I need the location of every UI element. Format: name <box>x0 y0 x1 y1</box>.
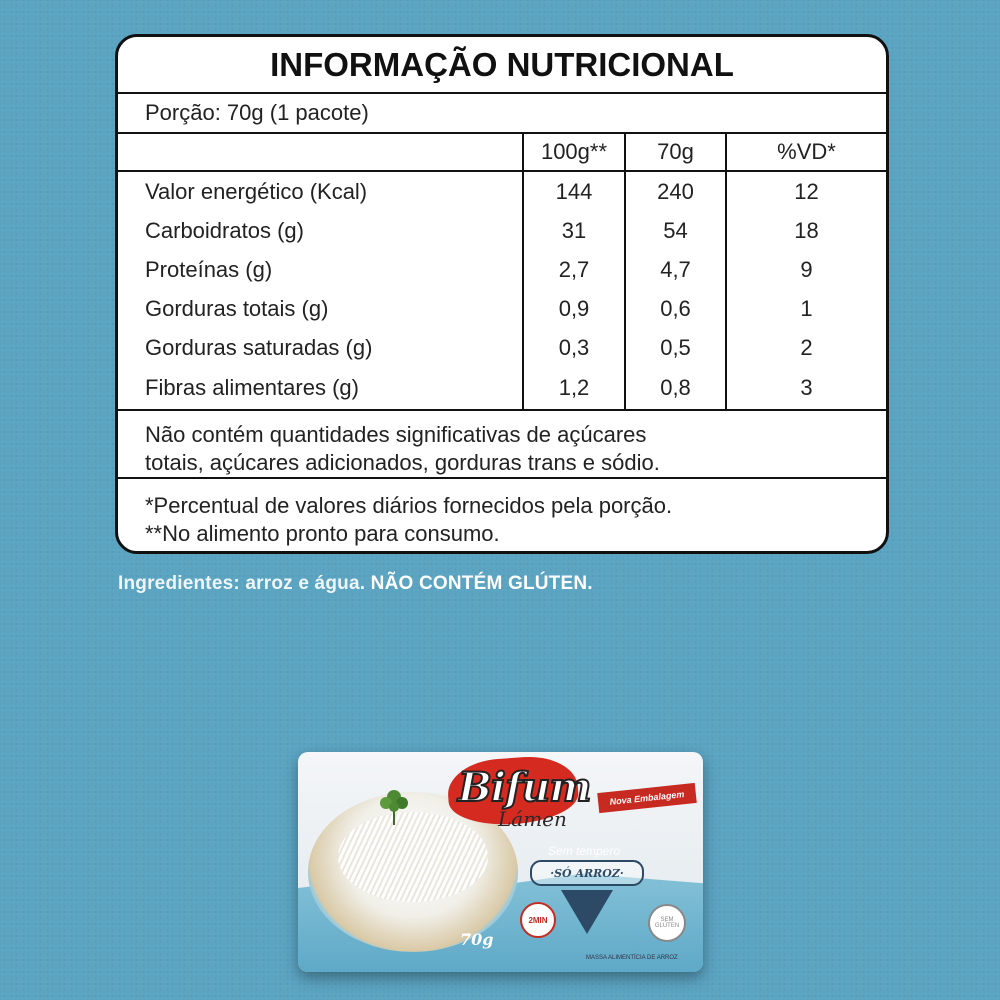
value-100g: 1,2 <box>523 367 625 409</box>
disclaimer-line: totais, açúcares adicionados, gorduras trans e sódio. <box>145 450 660 475</box>
table-row <box>118 328 886 367</box>
column-header-100g: 100g** <box>523 134 625 171</box>
value-70g: 0,5 <box>625 328 726 367</box>
flavor-line: Sem tempero <box>548 844 621 858</box>
footnotes <box>118 477 886 547</box>
time-badge: 2MIN <box>520 902 556 938</box>
value-100g: 2,7 <box>523 250 625 289</box>
product-package-image <box>298 752 703 972</box>
nutrition-facts-panel <box>115 34 889 554</box>
header-empty-cell <box>118 134 523 171</box>
value-vd: 2 <box>800 334 813 360</box>
table-row <box>118 171 886 211</box>
value-100g: 31 <box>523 211 625 250</box>
ingredients-line <box>118 573 593 595</box>
table-row <box>118 211 886 250</box>
nutrient-name: Valor energético (Kcal) <box>118 171 523 211</box>
value-100g: 0,9 <box>523 289 625 328</box>
sub-brand: Lámen <box>498 807 567 831</box>
value-70g: 0,6 <box>625 289 726 328</box>
column-header-70g: 70g <box>625 134 726 171</box>
brand-logo: Bifum <box>458 764 591 811</box>
ingredients-text: Ingredientes: arroz e água. <box>118 573 366 594</box>
nutrient-name: Gorduras totais (g) <box>118 289 523 328</box>
nutrition-table <box>118 134 886 409</box>
nutrient-name: Carboidratos (g) <box>118 211 523 250</box>
column-header-vd: %VD* <box>726 134 886 171</box>
parsley-icon <box>374 787 414 827</box>
value-70g: 240 <box>625 171 726 211</box>
product-type: MASSA ALIMENTÍCIA DE ARROZ <box>586 955 678 961</box>
value-70g: 4,7 <box>625 250 726 289</box>
panel-title: INFORMAÇÃO NUTRICIONAL <box>118 37 886 94</box>
table-header-row <box>118 134 886 171</box>
flavor-badge: ·SÓ ARROZ· <box>530 860 644 886</box>
wheat-triangle-icon <box>561 890 613 934</box>
value-vd: 1 <box>800 295 813 321</box>
footnote-line: **No alimento pronto para consumo. <box>145 521 500 546</box>
gluten-free-badge: SEM GLÚTEN <box>648 904 686 942</box>
value-vd: 12 <box>794 178 819 204</box>
nutrient-name: Fibras alimentares (g) <box>118 367 523 409</box>
value-100g: 0,3 <box>523 328 625 367</box>
table-row <box>118 367 886 409</box>
package-weight: 70g <box>460 930 494 949</box>
nutrition-disclaimer <box>118 409 886 477</box>
value-vd: 3 <box>800 375 813 400</box>
disclaimer-line: Não contém quantidades significativas de açúcares <box>145 422 647 447</box>
value-100g: 144 <box>523 171 625 211</box>
table-row <box>118 250 886 289</box>
nutrient-name: Proteínas (g) <box>118 250 523 289</box>
value-vd: 18 <box>794 217 819 243</box>
value-vd: 9 <box>800 256 813 282</box>
portion-size: Porção: 70g (1 pacote) <box>118 94 886 134</box>
gluten-warning: NÃO CONTÉM GLÚTEN. <box>370 573 593 594</box>
nutrient-name: Gorduras saturadas (g) <box>118 328 523 367</box>
value-70g: 54 <box>625 211 726 250</box>
new-packaging-ribbon: Nova Embalagem <box>597 783 697 813</box>
footnote-line: *Percentual de valores diários fornecidos pela porção. <box>145 493 673 518</box>
value-70g: 0,8 <box>625 367 726 409</box>
table-row <box>118 289 886 328</box>
